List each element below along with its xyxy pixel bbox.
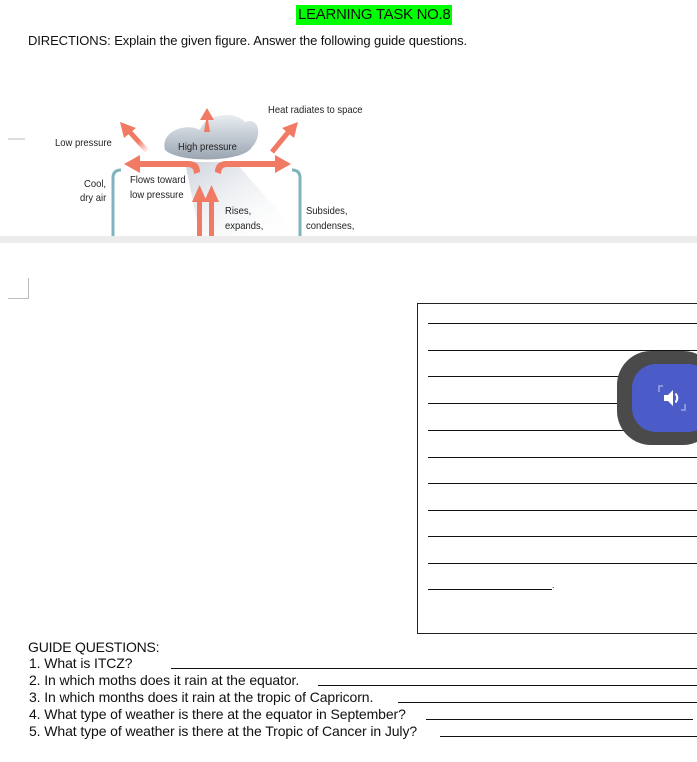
answer-line-last[interactable] bbox=[428, 589, 552, 590]
rises-label-line2: expands, bbox=[225, 220, 264, 232]
directions-text: DIRECTIONS: Explain the given figure. Answer the following guide questions. bbox=[28, 33, 468, 48]
cool-air-label-line2: dry air bbox=[80, 192, 107, 204]
answer-blank-1[interactable] bbox=[171, 668, 697, 669]
guide-questions-heading: GUIDE QUESTIONS: bbox=[28, 639, 160, 655]
rises-label-line1: Rises, bbox=[225, 205, 252, 217]
answer-line[interactable] bbox=[428, 323, 697, 324]
cool-air-label-line1: Cool, bbox=[84, 178, 107, 190]
guide-question-3: 3. In which months does it rain at the tropic of Capricorn. bbox=[29, 689, 374, 705]
flows-toward-label-line2: low pressure bbox=[130, 189, 184, 201]
answer-line[interactable] bbox=[428, 563, 697, 564]
answer-line[interactable] bbox=[428, 510, 697, 511]
answer-line[interactable] bbox=[428, 457, 697, 458]
flows-toward-label-line1: Flows toward bbox=[130, 174, 186, 186]
answer-end-period: . bbox=[552, 580, 555, 590]
answer-blank-4[interactable] bbox=[426, 719, 693, 720]
page-margin-corner-mark bbox=[8, 278, 29, 299]
speaker-icon bbox=[657, 384, 687, 412]
answer-line[interactable] bbox=[428, 536, 697, 537]
subsides-label-line1: Subsides, bbox=[306, 205, 348, 217]
answer-blank-2[interactable] bbox=[318, 685, 697, 686]
guide-question-5: 5. What type of weather is there at the Tropic of Cancer in July? bbox=[29, 723, 418, 739]
guide-question-2: 2. In which moths does it rain at the equator. bbox=[29, 672, 300, 688]
air-circulation-figure bbox=[0, 92, 697, 236]
heat-radiates-label: Heat radiates to space bbox=[268, 104, 363, 116]
page-break-divider bbox=[0, 236, 697, 243]
guide-question-1: 1. What is ITCZ? bbox=[29, 655, 133, 671]
answer-blank-5[interactable] bbox=[440, 736, 697, 737]
learning-task-title: LEARNING TASK NO.8 bbox=[298, 6, 451, 23]
high-pressure-label: High pressure bbox=[178, 141, 237, 153]
subsides-label-line2: condenses, bbox=[306, 220, 355, 232]
low-pressure-label: Low pressure bbox=[55, 137, 112, 149]
answer-line[interactable] bbox=[428, 483, 697, 484]
answer-blank-3[interactable] bbox=[398, 702, 697, 703]
guide-question-4: 4. What type of weather is there at the equator in September? bbox=[29, 706, 406, 722]
read-aloud-button[interactable] bbox=[632, 364, 697, 432]
